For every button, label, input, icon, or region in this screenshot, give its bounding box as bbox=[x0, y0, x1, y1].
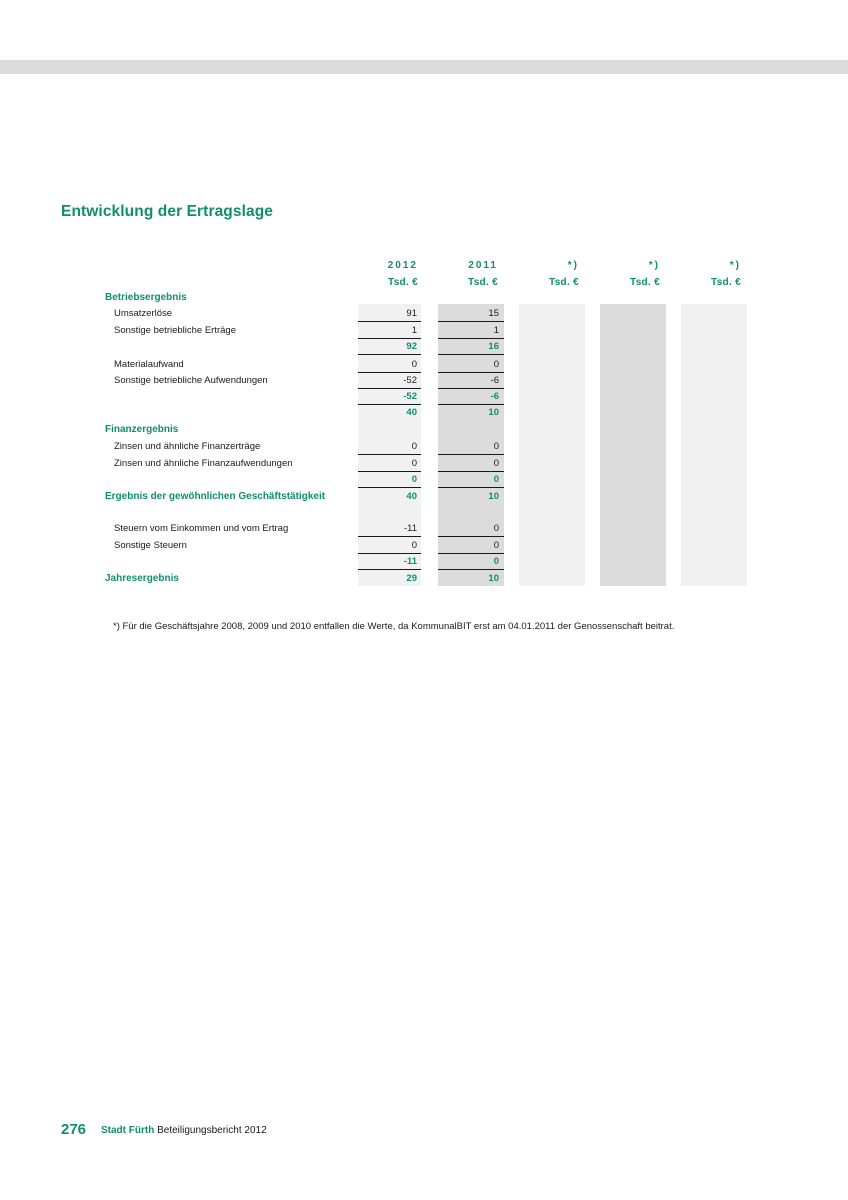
value-2011: -6 bbox=[490, 375, 499, 386]
value-2012: 29 bbox=[406, 573, 417, 584]
value-2012: 0 bbox=[411, 441, 417, 452]
top-bar bbox=[0, 60, 848, 74]
row-label: Steuern vom Einkommen und vom Ertrag bbox=[114, 523, 289, 534]
column-4-background bbox=[600, 304, 666, 586]
header-unit-5: Tsd. € bbox=[711, 277, 741, 288]
operating-result-2011: 10 bbox=[488, 407, 499, 418]
subtotal-2011: -6 bbox=[490, 391, 499, 402]
rule bbox=[438, 388, 504, 389]
subtotal-2012: -52 bbox=[403, 391, 417, 402]
rule bbox=[358, 404, 421, 405]
rule bbox=[438, 487, 504, 488]
operating-result-2012: 40 bbox=[406, 407, 417, 418]
header-year-4: *) bbox=[648, 260, 660, 271]
header-year-3: *) bbox=[567, 260, 579, 271]
row-label: Sonstige betriebliche Erträge bbox=[114, 325, 236, 336]
value-2011: 15 bbox=[488, 308, 499, 319]
value-2012: 0 bbox=[411, 359, 417, 370]
value-2011: 0 bbox=[493, 523, 499, 534]
header-year-5: *) bbox=[729, 260, 741, 271]
row-label: Sonstige betriebliche Aufwendungen bbox=[114, 375, 268, 386]
rule bbox=[358, 321, 421, 322]
rule bbox=[438, 321, 504, 322]
rule bbox=[358, 372, 421, 373]
value-2012: 0 bbox=[411, 540, 417, 551]
header-unit-3: Tsd. € bbox=[549, 277, 579, 288]
row-label: Materialaufwand bbox=[114, 359, 184, 370]
row-label: Zinsen und ähnliche Finanzerträge bbox=[114, 441, 261, 452]
value-2011: 10 bbox=[488, 491, 499, 502]
footer bbox=[101, 1125, 267, 1136]
rule bbox=[358, 569, 421, 570]
rule bbox=[438, 536, 504, 537]
value-2012: 0 bbox=[411, 458, 417, 469]
subtotal-2012: -11 bbox=[403, 556, 417, 567]
row-label: Zinsen und ähnliche Finanzaufwendungen bbox=[114, 458, 293, 469]
value-2011: 0 bbox=[493, 441, 499, 452]
value-2012: 40 bbox=[406, 491, 417, 502]
page-number: 276 bbox=[61, 1121, 87, 1138]
value-2012: -52 bbox=[403, 375, 417, 386]
value-2011: 0 bbox=[493, 359, 499, 370]
row-label: Umsatzerlöse bbox=[114, 308, 173, 319]
header-unit-2012: Tsd. € bbox=[388, 277, 418, 288]
subtotal-2011: 16 bbox=[488, 341, 499, 352]
rule bbox=[438, 372, 504, 373]
rule bbox=[438, 354, 504, 355]
subtotal-2012: 92 bbox=[406, 341, 417, 352]
column-5-background bbox=[681, 304, 747, 586]
footnote: *) Für die Geschäftsjahre 2008, 2009 und 2010 entfallen die Werte, da KommunalBIT erst am 04.01.2011 der Genossenschaft beitrat. bbox=[113, 621, 675, 632]
footer-brand: Stadt Fürth bbox=[101, 1125, 155, 1136]
value-2011: 0 bbox=[493, 540, 499, 551]
header-unit-4: Tsd. € bbox=[630, 277, 660, 288]
value-2011: 0 bbox=[493, 458, 499, 469]
rule bbox=[438, 338, 504, 339]
header-year-2011: 2011 bbox=[468, 260, 498, 271]
subtotal-2011: 0 bbox=[493, 474, 499, 485]
section-finanzergebnis: Finanzergebnis bbox=[105, 424, 179, 435]
rule bbox=[438, 454, 504, 455]
rule bbox=[438, 404, 504, 405]
rule bbox=[358, 454, 421, 455]
value-2012: -11 bbox=[403, 523, 417, 534]
rule bbox=[438, 471, 504, 472]
value-2011: 1 bbox=[493, 325, 499, 336]
header-year-2012: 2012 bbox=[387, 260, 418, 271]
header-unit-2011: Tsd. € bbox=[468, 277, 498, 288]
rule bbox=[438, 553, 504, 554]
rule bbox=[438, 569, 504, 570]
section-jahresergebnis: Jahresergebnis bbox=[105, 573, 179, 584]
subtotal-2011: 0 bbox=[493, 556, 499, 567]
row-label: Sonstige Steuern bbox=[114, 540, 187, 551]
section-ergebnis-gewoehnliche-geschaeftstaetigkeit: Ergebnis der gewöhnlichen Geschäftstätigkeit bbox=[105, 491, 326, 502]
rule bbox=[358, 388, 421, 389]
rule bbox=[358, 553, 421, 554]
rule bbox=[358, 471, 421, 472]
subtotal-2012: 0 bbox=[411, 474, 417, 485]
footer-publication: Beteiligungsbericht 2012 bbox=[157, 1125, 267, 1136]
value-2012: 91 bbox=[406, 308, 417, 319]
rule bbox=[358, 536, 421, 537]
rule bbox=[358, 338, 421, 339]
column-3-background bbox=[519, 304, 585, 586]
value-2011: 10 bbox=[488, 573, 499, 584]
rule bbox=[358, 354, 421, 355]
rule bbox=[358, 487, 421, 488]
section-betriebsergebnis: Betriebsergebnis bbox=[105, 292, 187, 303]
page-title: Entwicklung der Ertragslage bbox=[61, 203, 274, 220]
value-2012: 1 bbox=[411, 325, 417, 336]
